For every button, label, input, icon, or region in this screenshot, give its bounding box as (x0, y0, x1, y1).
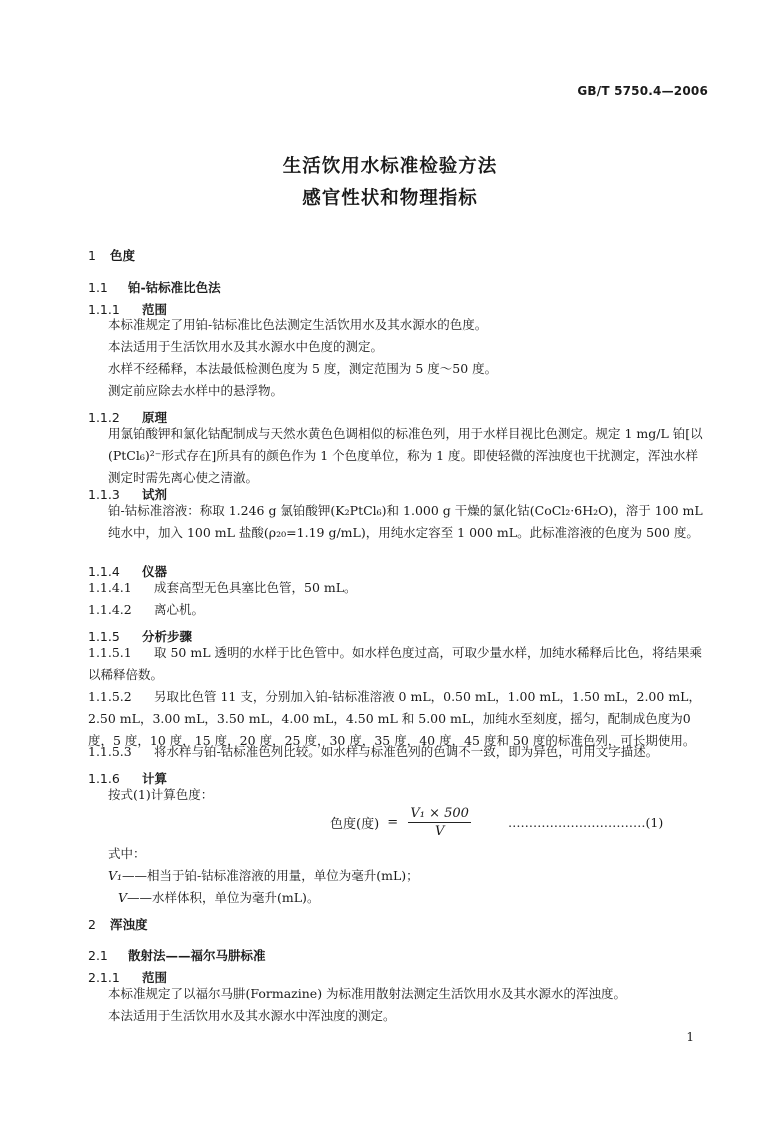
clause-number: 1.1.5.2 (88, 689, 132, 704)
section-title: 铂-钴标准比色法 (127, 280, 221, 295)
section-number: 2 (88, 917, 96, 932)
section-title: 范围 (141, 970, 167, 985)
variable-symbol: V (118, 890, 128, 905)
section-number: 1.1.6 (88, 771, 120, 786)
paragraph: 本标准规定了以福尔马肼(Formazine) 为标准用散射法测定生活饮用水及其水源水的浑浊度。 (108, 986, 627, 1001)
section-title: 范围 (141, 302, 167, 317)
formula-equals: = (387, 815, 399, 830)
section-title: 色度 (109, 248, 135, 263)
document-title-line1: 生活饮用水标准检验方法 (282, 156, 498, 177)
section-number: 2.1.1 (88, 970, 120, 985)
clause-text: 成套高型无色具塞比色管，50 mL。 (154, 580, 357, 595)
section-number: 1.1.1 (88, 302, 120, 317)
section-number: 1.1.2 (88, 410, 120, 425)
standard-number: GB/T 5750.4—2006 (577, 84, 708, 98)
section-title: 散射法——福尔马肼标准 (127, 948, 266, 963)
section-title: 计算 (141, 771, 167, 786)
paragraph-text: 用氯铂酸钾和氯化钴配制成与天然水黄色色调相似的标准色列，用于水样目视比色测定。规定 1 mg/L 铂[以(PtCl₆)²⁻形式存在]所具有的颜色作为 1 个色度单位，称为 1 度。即使轻微的浑浊度也干扰测定，浑浊水样测定时需先离心使之清澈。 (108, 426, 703, 485)
section-title: 原理 (141, 410, 167, 425)
variable-definition-v (118, 887, 319, 909)
formula-lhs: 色度(度) (330, 817, 380, 832)
clause-1-1-5-1 (88, 642, 708, 686)
section-title: 仪器 (141, 564, 167, 579)
clause-number: 1.1.4.1 (88, 580, 132, 595)
paragraph: 本法适用于生活饮用水及其水源水中浑浊度的测定。 (108, 1008, 396, 1023)
section-2-heading (88, 915, 148, 933)
section-number: 1.1.5 (88, 629, 120, 644)
section-number: 2.1 (88, 948, 108, 963)
paragraph (88, 500, 708, 544)
section-title: 试剂 (141, 487, 167, 502)
section-number: 1.1.4 (88, 564, 120, 579)
clause-text: 离心机。 (154, 602, 205, 617)
page-number: 1 (686, 1030, 694, 1044)
paragraph: 水样不经稀释，本法最低检测色度为 5 度，测定范围为 5 度～50 度。 (108, 361, 498, 376)
formula-1 (330, 806, 471, 839)
document-title-line2: 感官性状和物理指标 (302, 188, 478, 209)
section-number: 1.1 (88, 280, 108, 295)
clause-text: 取 50 mL 透明的水样于比色管中。如水样色度过高，可取少量水样，加纯水稀释后比色，将结果乘以稀释倍数。 (88, 645, 702, 682)
clause-1-1-4-2 (88, 599, 204, 621)
where-label: 式中： (108, 846, 146, 861)
formula-numerator: V₁ × 500 (410, 806, 469, 821)
paragraph: 测定前应除去水样中的悬浮物。 (108, 383, 284, 398)
section-title: 分析步骤 (141, 629, 192, 644)
paragraph-text: 铂-钴标准溶液：称取 1.246 g 氯铂酸钾(K₂PtCl₆)和 1.000 g 干燥的氯化钴(CoCl₂·6H₂O)，溶于 100 mL 纯水中，加入 100 mL 盐酸(ρ₂₀=1.19 g/mL)，用纯水定容至 1 000 mL。此标准溶液的色度为 500 度。 (108, 503, 703, 540)
paragraph: 本标准规定了用铂-钴标准比色法测定生活饮用水及其水源水的色度。 (108, 317, 488, 332)
variable-definition-v1 (108, 865, 419, 887)
paragraph (88, 423, 708, 489)
formula-number: ……………………………(1) (508, 815, 664, 830)
clause-number: 1.1.4.2 (88, 602, 132, 617)
section-1-1-heading (88, 278, 221, 296)
section-title: 浑浊度 (109, 917, 148, 932)
formula-fraction (408, 806, 471, 839)
section-number: 1 (88, 248, 96, 263)
clause-text: 另取比色管 11 支，分别加入铂-钴标准溶液 0 mL，0.50 mL，1.00 mL，1.50 mL，2.00 mL，2.50 mL，3.00 mL，3.50 mL，4.00 mL，4.50 mL 和 5.00 mL，加纯水至刻度，摇匀，配制成色度为0 度，5 度，10 度，15 度，20 度，25 度，30 度，35 度，40 度，45 度和 50 度的标准色列，可长期使用。 (88, 689, 701, 748)
paragraph: 本法适用于生活饮用水及其水源水中色度的测定。 (108, 339, 384, 354)
paragraph: 按式(1)计算色度： (108, 787, 214, 802)
clause-1-1-4-1 (88, 577, 357, 599)
variable-description: ——水样体积，单位为毫升(mL)。 (127, 890, 320, 905)
clause-text: 将水样与铂-钴标准色列比较。如水样与标准色列的色调不一致，即为异色，可用文字描述。 (154, 744, 659, 759)
clause-number: 1.1.5.3 (88, 744, 132, 759)
formula-denominator: V (434, 824, 445, 839)
section-2-1-heading (88, 946, 266, 964)
clause-1-1-5-3 (88, 741, 708, 763)
section-1-heading (88, 246, 135, 264)
section-number: 1.1.3 (88, 487, 120, 502)
variable-symbol: V₁ (108, 868, 123, 883)
clause-number: 1.1.5.1 (88, 645, 132, 660)
variable-description: ——相当于铂-钴标准溶液的用量，单位为毫升(mL)； (122, 868, 419, 883)
